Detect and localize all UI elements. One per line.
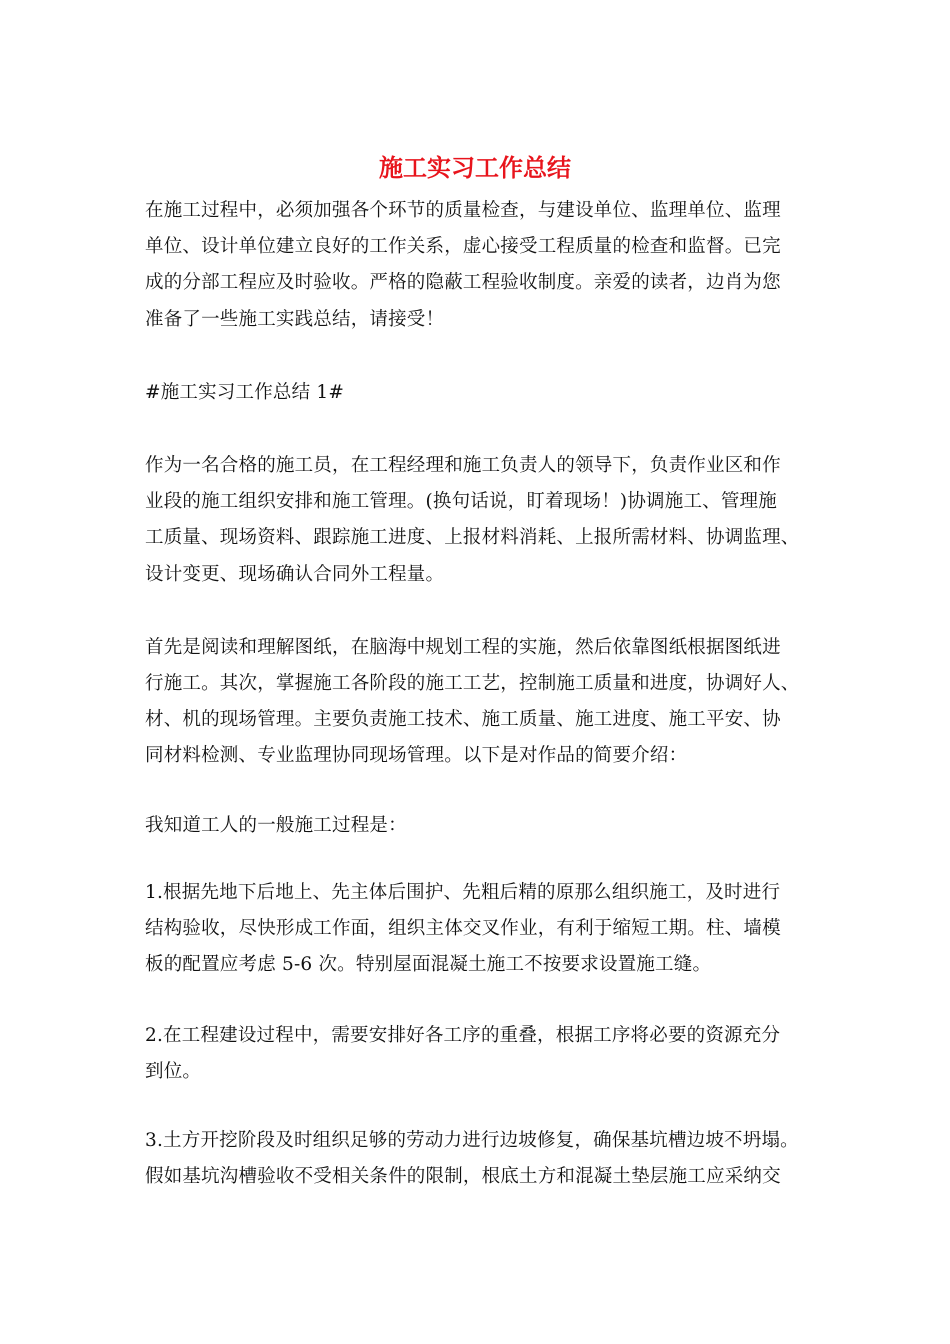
list-item-2-line-2: 到位。 — [145, 1061, 202, 1082]
paragraph-2-line-1: 作为一名合格的施工员，在工程经理和施工负责人的领导下，负责作业区和作 — [145, 455, 781, 476]
paragraph-1-line-3: 成的分部工程应及时验收。严格的隐蔽工程验收制度。亲爱的读者，边肖为您 — [145, 272, 781, 293]
paragraph-3-line-2: 行施工。其次，掌握施工各阶段的施工工艺，控制施工质量和进度，协调好人、 — [145, 673, 800, 694]
paragraph-2-line-4: 设计变更、现场确认合同外工程量。 — [145, 564, 445, 585]
section-heading: #施工实习工作总结 1# — [145, 382, 345, 403]
paragraph-4-line-1: 我知道工人的一般施工过程是： — [145, 815, 407, 836]
paragraph-1-line-4: 准备了一些施工实践总结，请接受！ — [145, 309, 445, 330]
paragraph-1-line-2: 单位、设计单位建立良好的工作关系，虚心接受工程质量的检查和监督。已完 — [145, 236, 781, 257]
list-item-3-line-1: 3.土方开挖阶段及时组织足够的劳动力进行边坡修复，确保基坑槽边坡不坍塌。 — [145, 1130, 799, 1151]
paragraph-3-line-4: 同材料检测、专业监理协同现场管理。以下是对作品的简要介绍： — [145, 745, 688, 766]
list-item-1-line-1: 1.根据先地下后地上、先主体后围护、先粗后精的原那么组织施工，及时进行 — [145, 882, 781, 903]
list-item-1-line-3: 板的配置应考虑 5-6 次。特别屋面混凝土施工不按要求设置施工缝。 — [145, 954, 712, 975]
paragraph-3-line-3: 材、机的现场管理。主要负责施工技术、施工质量、施工进度、施工平安、协 — [145, 709, 781, 730]
paragraph-2-line-2: 业段的施工组织安排和施工管理。(换句话说，盯着现场！)协调施工、管理施 — [145, 491, 777, 512]
list-item-1-line-2: 结构验收，尽快形成工作面，组织主体交叉作业，有利于缩短工期。柱、墙模 — [145, 918, 781, 939]
paragraph-1-line-1: 在施工过程中，必须加强各个环节的质量检查，与建设单位、监理单位、监理 — [145, 200, 781, 221]
paragraph-3-line-1: 首先是阅读和理解图纸，在脑海中规划工程的实施，然后依靠图纸根据图纸进 — [145, 637, 781, 658]
list-item-2-line-1: 2.在工程建设过程中，需要安排好各工序的重叠，根据工序将必要的资源充分 — [145, 1025, 781, 1046]
list-item-3-line-2: 假如基坑沟槽验收不受相关条件的限制，根底土方和混凝土垫层施工应采纳交 — [145, 1166, 781, 1187]
paragraph-2-line-3: 工质量、现场资料、跟踪施工进度、上报材料消耗、上报所需材料、协调监理、 — [145, 527, 800, 548]
document-title: 施工实习工作总结 — [379, 153, 571, 182]
